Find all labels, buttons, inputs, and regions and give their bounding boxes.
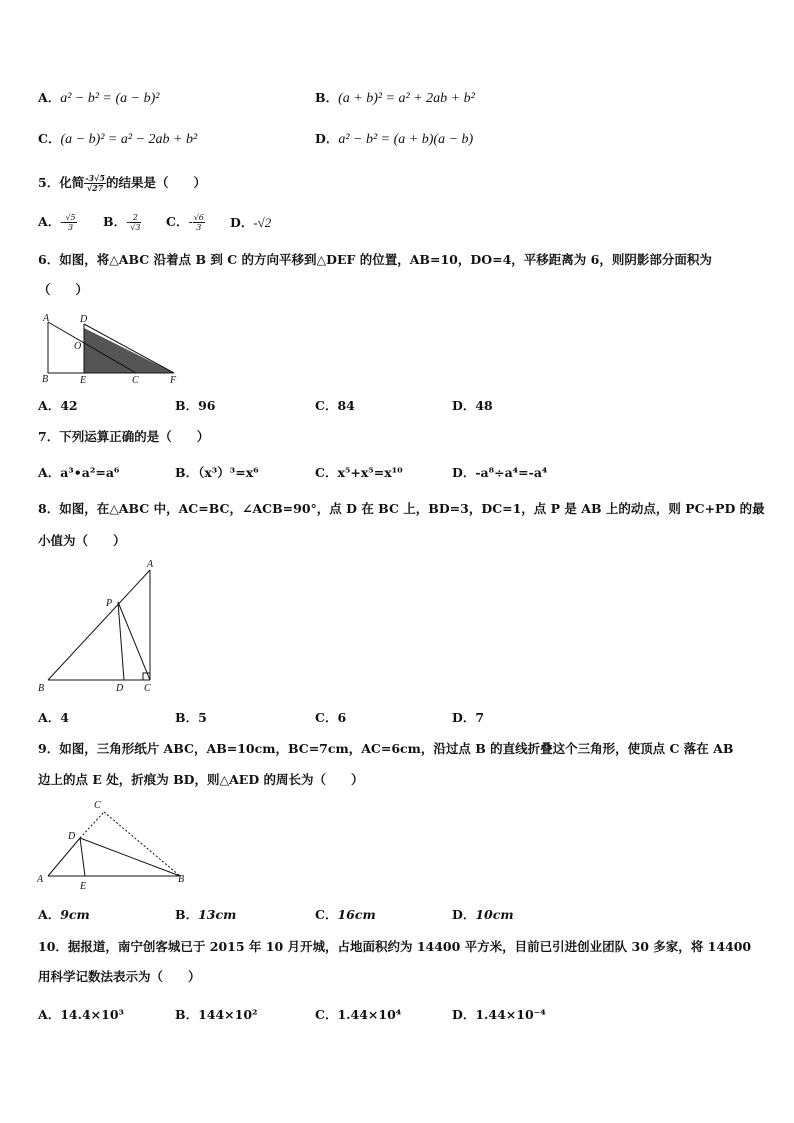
q9-option-b[interactable] — [175, 905, 236, 923]
label-c: C — [94, 800, 101, 811]
q8-stem-line2: 小值为（ ） — [38, 533, 126, 548]
q6-stem-line1: 6．如图，将△ABC 沿着点 B 到 C 的方向平移到△DEF 的位置，AB=10，DO=4，平移距离为 6，则阴影部分面积为 — [38, 252, 712, 267]
option-label: D． — [452, 1007, 476, 1022]
option-label: D． — [452, 398, 476, 413]
option-label: C． — [315, 1007, 338, 1022]
option-value: 7 — [475, 710, 485, 725]
q7-option-d[interactable] — [452, 463, 547, 481]
q5-option-c[interactable] — [166, 212, 205, 232]
option-fraction — [64, 213, 76, 232]
option-label: B． — [175, 710, 199, 725]
option-label: D． — [230, 215, 254, 230]
option-expression: (a − b)² = a² − 2ab + b² — [60, 132, 198, 147]
q10-stem-line1: 10．据报道，南宁创客城已于 2015 年 10 月开城，占地面积约为 14400 平方米，目前已引进创业团队 30 多家，将 14400 — [38, 939, 752, 954]
option-label: C． — [315, 710, 338, 725]
fraction-denominator: 3 — [67, 223, 74, 232]
q8-stem-line1: 8．如图，在△ABC 中，AC=BC，∠ACB=90°，点 D 在 BC 上，BD=3，DC=1，点 P 是 AB 上的动点，则 PC+PD 的最 — [38, 501, 765, 516]
option-value: （x³）³=x⁶ — [198, 465, 259, 480]
option-label: B． — [175, 398, 199, 413]
option-sign: - — [188, 214, 193, 229]
option-value: 10cm — [475, 907, 514, 922]
q5-option-d[interactable] — [230, 213, 271, 231]
stem-text: 的结果是（ ） — [105, 175, 206, 190]
option-value: 144×10² — [198, 1007, 258, 1022]
segment-db — [80, 838, 180, 876]
q9-option-d[interactable] — [452, 905, 514, 923]
label-e: E — [80, 375, 87, 386]
label-e: E — [80, 881, 87, 892]
segment-dc-dashed — [80, 812, 104, 838]
q10-stem-line2: 用科学记数法表示为（ ） — [38, 969, 201, 984]
option-value: 6 — [337, 710, 347, 725]
fraction-numerator: 2 — [130, 213, 140, 223]
q4-option-d[interactable] — [315, 129, 473, 148]
fraction-denominator: 3 — [196, 223, 202, 232]
option-value: 1.44×10⁻⁴ — [475, 1007, 546, 1022]
q8-option-d[interactable] — [452, 708, 484, 726]
option-label: C． — [315, 465, 338, 480]
option-label: B． — [103, 214, 127, 229]
label-d: D — [68, 831, 76, 842]
label-b: B — [42, 374, 49, 385]
option-label: D． — [452, 465, 476, 480]
q9-stem-line2: 边上的点 E 处，折痕为 BD，则△AED 的周长为（ ） — [38, 772, 364, 787]
fraction-denominator: √27 — [86, 183, 104, 193]
question-number: 5． — [38, 175, 60, 190]
option-value: -a⁸÷a⁴=-a⁴ — [475, 465, 548, 480]
option-label: A． — [38, 398, 61, 413]
q6-option-d[interactable] — [452, 396, 493, 414]
option-label: B． — [175, 465, 199, 480]
q5-option-a[interactable] — [38, 212, 77, 232]
fraction-numerator: √5 — [65, 213, 76, 222]
option-expression: a² − b² = (a + b)(a − b) — [338, 132, 474, 147]
option-label: D． — [452, 710, 476, 725]
option-label: C． — [315, 907, 338, 922]
option-fraction — [130, 213, 140, 232]
option-label: B． — [315, 90, 339, 105]
option-expression: (a + b)² = a² + 2ab + b² — [338, 91, 475, 106]
q8-figure — [34, 556, 164, 696]
fraction-denominator: √3 — [130, 223, 141, 232]
option-value: -√2 — [253, 215, 272, 230]
q4-option-c[interactable] — [38, 129, 197, 148]
stem-fraction — [84, 174, 106, 193]
label-a: A — [43, 313, 50, 324]
q8-option-a[interactable] — [38, 708, 69, 726]
segment-cb-dashed — [104, 812, 180, 876]
stem-text: 化简 — [59, 175, 85, 190]
label-o: O — [74, 341, 82, 352]
q5-option-b[interactable] — [103, 212, 141, 232]
segment-de — [80, 838, 85, 876]
q6-figure — [38, 312, 183, 386]
q9-option-c[interactable] — [315, 905, 376, 923]
q6-option-b[interactable] — [175, 396, 215, 414]
q6-stem-line2: （ ） — [38, 282, 89, 297]
label-c: C — [132, 375, 139, 386]
q10-option-a[interactable] — [38, 1005, 124, 1023]
q5-stem — [38, 173, 206, 193]
label-b: B — [178, 874, 185, 885]
q8-option-c[interactable] — [315, 708, 346, 726]
option-value: 96 — [198, 398, 216, 413]
label-d: D — [80, 314, 88, 325]
option-value: 48 — [475, 398, 493, 413]
option-value: 9cm — [60, 907, 90, 922]
label-f: F — [170, 375, 177, 386]
fraction-numerator: -3√5 — [85, 173, 105, 183]
segment-ab — [48, 570, 150, 680]
option-label: A． — [38, 214, 61, 229]
label-b: B — [38, 683, 45, 694]
option-value: 4 — [60, 710, 69, 725]
q7-stem: 7．下列运算正确的是（ ） — [38, 429, 210, 444]
option-label: D． — [315, 131, 339, 146]
option-label: C． — [315, 398, 338, 413]
segment-ad — [48, 838, 80, 876]
option-label: B． — [175, 907, 199, 922]
option-label: D． — [452, 907, 476, 922]
option-value: x⁵+x⁵=x¹⁰ — [337, 465, 403, 480]
q4-option-b[interactable] — [315, 88, 475, 107]
option-label: A． — [38, 465, 61, 480]
option-label: C． — [166, 214, 189, 229]
option-label: A． — [38, 1007, 61, 1022]
q7-option-a[interactable] — [38, 463, 119, 481]
option-value: 16cm — [337, 907, 376, 922]
option-value: 5 — [198, 710, 207, 725]
q6-option-c[interactable] — [315, 396, 355, 414]
q7-option-c[interactable] — [315, 463, 403, 481]
option-value: 1.44×10⁴ — [337, 1007, 402, 1022]
option-value: 14.4×10³ — [60, 1007, 124, 1022]
q10-option-c[interactable] — [315, 1005, 401, 1023]
label-a: A — [147, 559, 154, 570]
option-label: C． — [38, 131, 61, 146]
option-value: 42 — [60, 398, 78, 413]
label-a: A — [37, 874, 44, 885]
option-label: B． — [175, 1007, 199, 1022]
option-value: 13cm — [198, 907, 237, 922]
option-fraction — [193, 213, 205, 232]
option-value: a³•a²=a⁶ — [60, 465, 120, 480]
option-sign: - — [126, 214, 131, 229]
fraction-numerator: √6 — [193, 213, 204, 222]
q6-option-a[interactable] — [38, 396, 78, 414]
q9-figure — [34, 796, 192, 892]
q9-stem-line1: 9．如图，三角形纸片 ABC，AB=10cm，BC=7cm，AC=6cm，沿过点 B 的直线折叠这个三角形，使顶点 C 落在 AB — [38, 741, 734, 756]
label-c: C — [144, 683, 151, 694]
option-label: A． — [38, 907, 61, 922]
option-label: A． — [38, 710, 61, 725]
q10-option-b[interactable] — [175, 1005, 258, 1023]
label-p: P — [106, 598, 113, 609]
option-value: 84 — [337, 398, 355, 413]
q7-option-b[interactable] — [175, 463, 259, 481]
option-expression: a² − b² = (a − b)² — [60, 91, 160, 106]
label-d: D — [116, 683, 124, 694]
q8-option-b[interactable] — [175, 708, 207, 726]
q4-option-a[interactable] — [38, 88, 159, 107]
option-label: A． — [38, 90, 61, 105]
option-sign: - — [60, 214, 65, 229]
q9-option-a[interactable] — [38, 905, 90, 923]
q10-option-d[interactable] — [452, 1005, 546, 1023]
